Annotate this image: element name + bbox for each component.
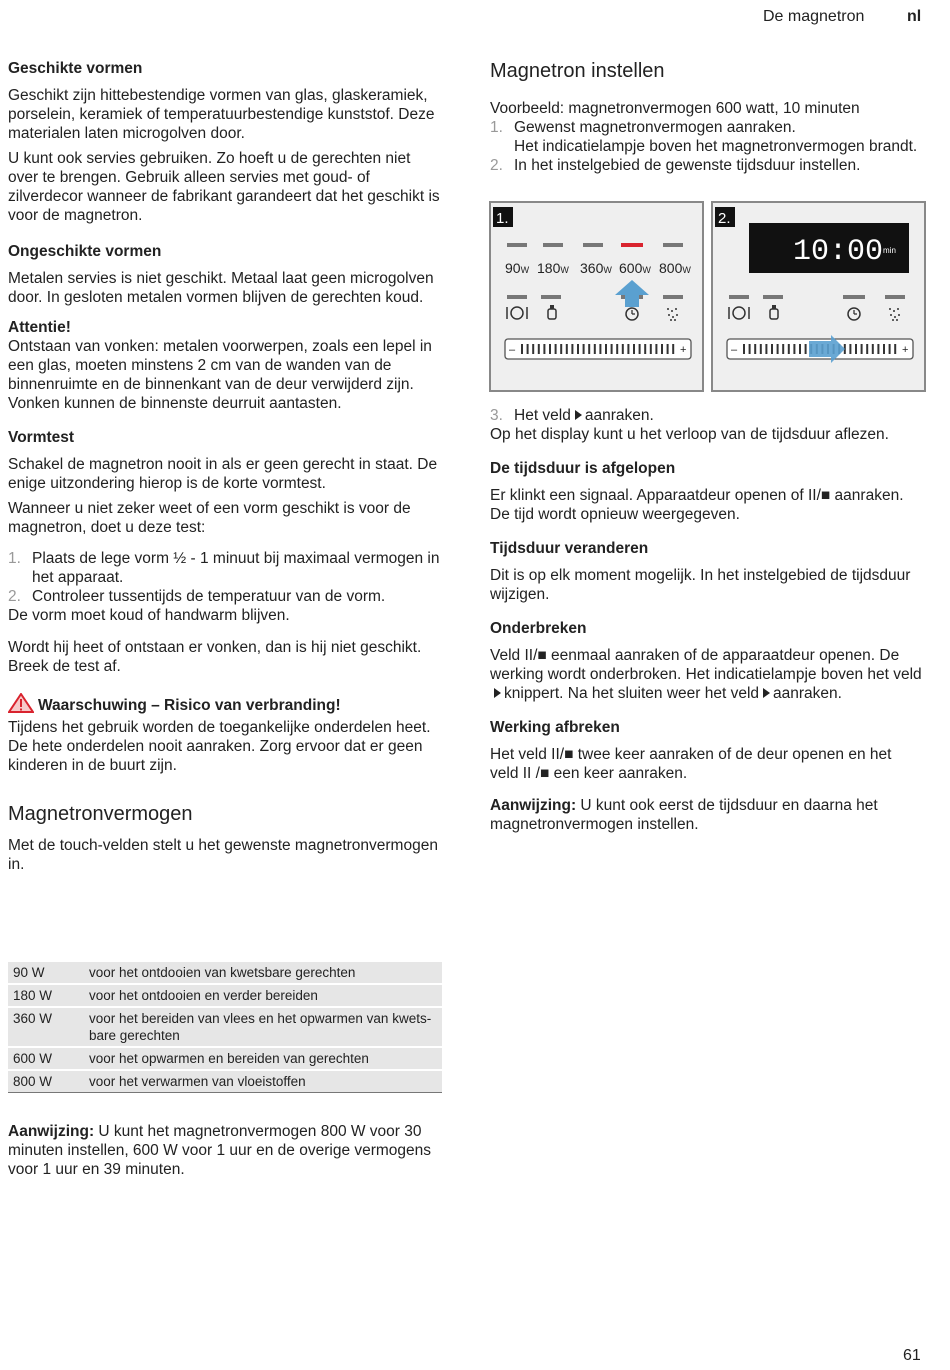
description-cell: voor het ontdooien van kwetsbare gerechten (84, 961, 442, 984)
veranderen-paragraph: Dit is op elk moment mogelijk. In het instelgebied de tijdsduur wijzigen. (490, 567, 911, 603)
panel-2-graphic (713, 203, 924, 390)
note-text: U kunt ook eerst de tijdsduur en daarna het magnetronvermogen instellen. (490, 797, 878, 833)
list-item (8, 549, 444, 587)
slider-tick (616, 344, 618, 354)
note-label: Aanwijzing: (490, 797, 577, 814)
power-cell: 90 W (8, 961, 84, 984)
svg-text:+: + (902, 344, 909, 356)
header-language: nl (907, 8, 922, 25)
description-cell: voor het opwarmen en bereiden van gerechten (84, 1047, 442, 1070)
slider-tick (650, 344, 652, 354)
table-row (8, 984, 442, 1007)
vormtest-after: De vorm moet koud of handwarm blijven. (8, 607, 290, 624)
slider-tick (527, 344, 529, 354)
clock-icon (848, 308, 860, 320)
slider-tick (639, 344, 641, 354)
slider-tick (521, 344, 523, 354)
clock-icon (626, 308, 638, 320)
table-row (8, 1070, 442, 1093)
slider-tick (549, 344, 551, 354)
vormtest-paragraph-4: Breek de test af. (8, 658, 121, 675)
start-triangle-icon (494, 688, 501, 698)
slider-tick (583, 344, 585, 354)
slider-tick (877, 344, 879, 354)
time-display-value: 10:00 (793, 235, 884, 269)
slider-tick (538, 344, 540, 354)
step-text: Het veld (514, 407, 571, 424)
vormtest-steps (8, 549, 444, 606)
step-text: Plaats de lege vorm ½ - 1 minuut bij maximaal vermogen in het apparaat. (32, 550, 440, 586)
attentie-paragraph: Ontstaan van vonken: metalen voorwerpen, zoals een lepel in een glas, moeten minstens 2 cm van de wanden van de binnenruimte en de binnenkant van de deur verwijderd zijn. Vonken kunnen de binnenste deurruit aantasten. (8, 338, 432, 412)
slider-tick (782, 344, 784, 354)
slider-tick (749, 344, 751, 354)
slider-tick (861, 344, 863, 354)
svg-text:–: – (509, 344, 516, 356)
geschikt-heading: Geschikte vormen (8, 60, 143, 77)
plate-icon (507, 307, 527, 319)
ongeschikt-heading: Ongeschikte vormen (8, 243, 162, 260)
slider-tick (889, 344, 891, 354)
header-section-title: De magnetron (763, 8, 865, 25)
description-cell: voor het verwarmen van vloeistoffen (84, 1070, 442, 1093)
start-triangle-icon (763, 688, 770, 698)
power-table (8, 960, 442, 1093)
right-column-lower (490, 406, 922, 834)
geschikt-paragraph-2: U kunt ook servies gebruiken. Zo hoeft u de gerechten niet over te brengen. Gebruik alleen servies met goud- of zilverdecor wanneer de fabrikant garandeert dat het geschikt is voor de magnetron. (8, 150, 440, 224)
right-note (490, 796, 922, 834)
slider-tick (760, 344, 762, 354)
slider-tick (754, 344, 756, 354)
defrost-icon (889, 308, 900, 321)
power-cell: 180 W (8, 984, 84, 1007)
slider-tick (588, 344, 590, 354)
table-row (8, 1047, 442, 1070)
slider-tick (788, 344, 790, 354)
slider-tick (849, 344, 851, 354)
panel-1-graphic (491, 203, 702, 390)
slider-tick (743, 344, 745, 354)
slider-tick (611, 344, 613, 354)
up-arrow-icon (615, 280, 649, 307)
slider-tick (765, 344, 767, 354)
slider-tick (661, 344, 663, 354)
onderbreken-text-1: Veld II/■ eenmaal aanraken of de apparaatdeur openen. De werking wordt onderbroken. Het indicatielampje boven het veld (490, 647, 922, 683)
bottle-icon (770, 305, 778, 319)
onderbreken-text-2: knippert. Na het sluiten weer het veld (504, 685, 760, 702)
slider-tick (599, 344, 601, 354)
vormtest-paragraph-3: Wordt hij heet of ontstaan er vonken, dan is hij niet geschikt. (8, 639, 422, 656)
defrost-icon (667, 308, 678, 321)
note-label: Aanwijzing: (8, 1123, 95, 1140)
afbreken-heading: Werking afbreken (490, 719, 620, 736)
note-text: U kunt het magnetronvermogen 800 W voor 30 minuten instellen, 600 W voor 1 uur en de overige vermogens voor 1 uur en 39 minuten. (8, 1123, 432, 1178)
veranderen-heading: Tijdsduur veranderen (490, 540, 649, 557)
svg-text:–: – (731, 344, 738, 356)
table-row (8, 961, 442, 984)
svg-text:90W: 90W (505, 260, 530, 276)
slider-tick (633, 344, 635, 354)
control-panel-illustration-1 (489, 201, 704, 392)
slider-tick (799, 344, 801, 354)
slider-tick (532, 344, 534, 354)
magnetronvermogen-heading: Magnetronvermogen (8, 803, 193, 825)
warning-paragraph: Tijdens het gebruik worden de toegankelijke onderdelen heet. De hete onderdelen nooit aanraken. Zorg ervoor dat er geen kinderen in de buurt zijn. (8, 719, 431, 774)
step-number: 2. (490, 157, 503, 174)
vormtest-paragraph-2: Wanneer u niet zeker weet of een vorm geschikt is voor de magnetron, doet u deze test: (8, 500, 411, 536)
left-note (8, 1122, 438, 1179)
power-cell: 600 W (8, 1047, 84, 1070)
slider-tick (894, 344, 896, 354)
slider-tick (543, 344, 545, 354)
table-row (8, 1007, 442, 1047)
ongeschikt-paragraph: Metalen servies is niet geschikt. Metaal laat geen microgolven door. In gesloten metalen vormen blijven de gerechten koud. (8, 270, 434, 306)
afgelopen-paragraph: Er klinkt een signaal. Apparaatdeur openen of II/■ aanraken. De tijd wordt opnieuw weergegeven. (490, 487, 904, 523)
warning-heading (8, 693, 444, 718)
slider-tick (771, 344, 773, 354)
list-item (490, 156, 922, 175)
start-triangle-icon (575, 410, 582, 420)
magnetronvermogen-paragraph: Met de touch-velden stelt u het gewenste magnetronvermogen in. (8, 837, 438, 873)
slider-tick (555, 344, 557, 354)
active-indicator-light (621, 243, 643, 247)
step-text: Gewenst magnetronvermogen aanraken. (514, 119, 796, 136)
slider-tick (872, 344, 874, 354)
left-column (8, 60, 444, 874)
slider-tick (622, 344, 624, 354)
slider-tick (672, 344, 674, 354)
bottle-icon (548, 305, 556, 319)
slider-tick (855, 344, 857, 354)
slider-tick (627, 344, 629, 354)
step-text-end: aanraken. (584, 407, 654, 424)
slider-tick (577, 344, 579, 354)
warning-triangle-icon (8, 693, 34, 718)
power-cell: 360 W (8, 1007, 84, 1047)
control-panel-illustration-2 (711, 201, 926, 392)
geschikt-paragraph-1: Geschikt zijn hittebestendige vormen van glas, glaskeramiek, porselein, keramiek of temperatuurbestendige kunststof. Deze materialen laten microgolven door. (8, 87, 435, 142)
slider-tick (566, 344, 568, 354)
slider-tick (560, 344, 562, 354)
description-cell: voor het bereiden van vlees en het opwarmen van kwets-bare gerechten (84, 1007, 442, 1047)
slider-tick (805, 344, 807, 354)
attentie-heading: Attentie! (8, 319, 71, 336)
slider-tick (883, 344, 885, 354)
step-text: Controleer tussentijds de temperatuur van de vorm. (32, 588, 386, 605)
step-subtext: Het indicatielampje boven het magnetronvermogen brandt. (514, 138, 918, 155)
plate-icon (729, 307, 749, 319)
panel-1-label: 1. (496, 210, 509, 227)
afbreken-paragraph: Het veld II/■ twee keer aanraken of de deur openen en het veld II /■ een keer aanraken. (490, 746, 892, 782)
slider-tick (594, 344, 596, 354)
slider-tick (667, 344, 669, 354)
example-text: Voorbeeld: magnetronvermogen 600 watt, 10 minuten (490, 100, 860, 117)
warning-title: Waarschuwing – Risico van verbranding! (38, 697, 341, 714)
step-text: In het instelgebied de gewenste tijdsduur instellen. (514, 157, 861, 174)
slider-tick (793, 344, 795, 354)
power-cell: 800 W (8, 1070, 84, 1093)
list-item (8, 587, 444, 606)
description-cell: voor het ontdooien en verder bereiden (84, 984, 442, 1007)
step3-paragraph: Op het display kunt u het verloop van de tijdsduur aflezen. (490, 426, 889, 443)
svg-text:360W: 360W (580, 260, 612, 276)
list-item (490, 118, 922, 156)
page-number: 61 (903, 1347, 921, 1364)
right-column (490, 60, 922, 175)
slider-tick (571, 344, 573, 354)
slider-tick (605, 344, 607, 354)
svg-text:+: + (680, 344, 687, 356)
panel-2-label: 2. (718, 210, 731, 227)
slider-tick (655, 344, 657, 354)
slider-tick (777, 344, 779, 354)
slider-tick (866, 344, 868, 354)
step-number: 2. (8, 588, 21, 605)
vormtest-paragraph-1: Schakel de magnetron nooit in als er geen gerecht in staat. De enige uitzondering hierop is de korte vormtest. (8, 456, 438, 492)
time-display-unit: min (883, 246, 896, 255)
onderbreken-heading: Onderbreken (490, 620, 587, 637)
onderbreken-paragraph (490, 646, 922, 703)
onderbreken-text-3: aanraken. (773, 685, 842, 702)
svg-text:800W: 800W (659, 260, 691, 276)
afgelopen-heading: De tijdsduur is afgelopen (490, 460, 676, 477)
svg-text:600W: 600W (619, 260, 651, 276)
step-number: 3. (490, 407, 503, 424)
list-item (490, 406, 922, 425)
svg-text:180W: 180W (537, 260, 569, 276)
step-number: 1. (490, 119, 503, 136)
vormtest-heading: Vormtest (8, 429, 75, 446)
power-labels (505, 260, 691, 276)
step-number: 1. (8, 550, 21, 567)
slider-tick (644, 344, 646, 354)
magnetron-instellen-heading: Magnetron instellen (490, 60, 665, 82)
